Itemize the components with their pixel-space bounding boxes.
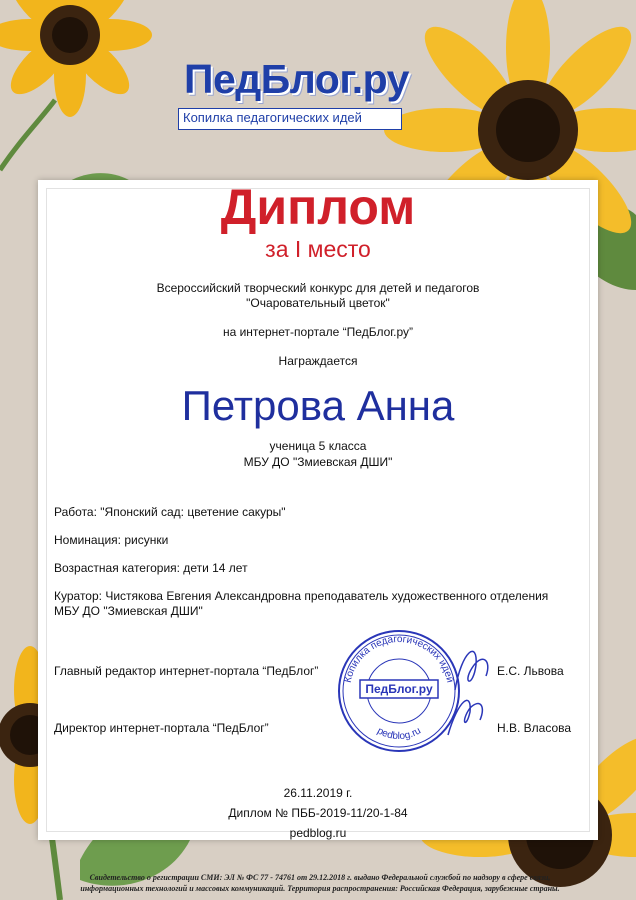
stamp-ring-top: Копилка педагогических идей xyxy=(342,633,456,684)
registration-footer xyxy=(60,872,580,894)
logo-name: ПедБлог.ру xyxy=(184,56,409,102)
issue-date: 26.11.2019 г. xyxy=(283,786,353,800)
nomination: Номинация: рисунки xyxy=(54,533,169,547)
director-role: Директор интернет-портала “ПедБлог” xyxy=(54,721,269,735)
official-stamp xyxy=(336,628,462,754)
recipient-grade: ученица 5 класса xyxy=(269,439,367,453)
curator-line-1: Куратор: Чистякова Евгения Александровна преподаватель художественного отделения xyxy=(54,589,549,603)
age-category: Возрастная категория: дети 14 лет xyxy=(54,561,248,575)
diploma-title: Диплом xyxy=(220,179,416,235)
chief-editor-role: Главный редактор интернет-портала “ПедБлог” xyxy=(54,664,319,678)
site-address: pedblog.ru xyxy=(289,826,347,840)
contest-name: "Очаровательный цветок" xyxy=(246,296,390,310)
logo-tagline: Копилка педагогических идей xyxy=(183,110,362,125)
awarded-label: Награждается xyxy=(278,354,358,368)
stamp-center-text: ПедБлог.ру xyxy=(365,682,433,696)
chief-editor-name: Е.С. Львова xyxy=(497,664,564,678)
diploma-number: Диплом № ПББ-2019-11/20-1-84 xyxy=(228,806,408,820)
curator-line-2: МБУ ДО "Змиевская ДШИ" xyxy=(54,604,203,618)
recipient-school: МБУ ДО "Змиевская ДШИ" xyxy=(243,455,393,469)
place-label: за I место xyxy=(265,236,371,262)
director-name: Н.В. Власова xyxy=(497,721,572,735)
registration-line-2: информационных технологий и массовых коммуникаций. Территория распространения: Российская Федерация, зарубежные страны. xyxy=(80,884,560,893)
registration-line-1: Свидетельство о регистрации СМИ: ЭЛ № ФС 77 - 74761 от 29.12.2018 г. выдано Федеральной службой по надзору в сфере связи, xyxy=(89,873,551,882)
recipient-name: Петрова Анна xyxy=(181,382,455,429)
contest-portal: на интернет-портале “ПедБлог.ру” xyxy=(222,325,414,339)
work-title: Работа: "Японский сад: цветение сакуры" xyxy=(54,505,286,519)
contest-line-1: Всероссийский творческий конкурс для детей и педагогов xyxy=(156,281,480,295)
stamp-ring-bottom: pedblog.ru xyxy=(375,725,423,743)
